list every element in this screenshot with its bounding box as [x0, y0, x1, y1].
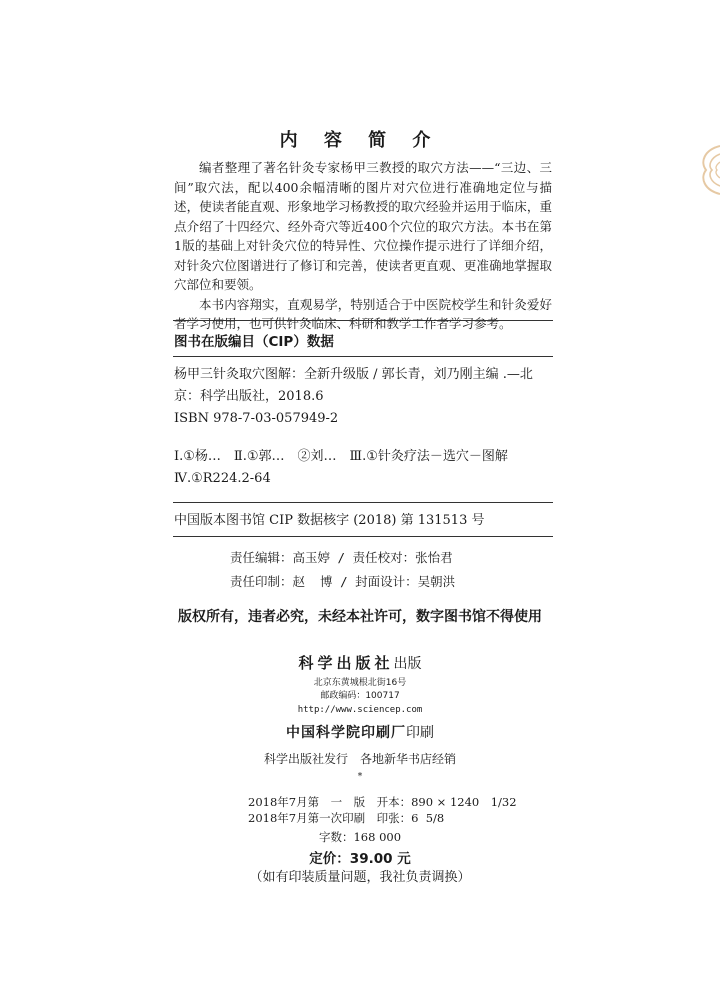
distribution-line: 科学出版社发行 各地新华书店经销: [263, 752, 456, 766]
printing-line: 2018年7月第一次印刷 印张：6 5/8: [248, 811, 445, 825]
quality-note: （如有印装质量问题，我社负责调换）: [249, 870, 471, 885]
copyright-notice: 版权所有，违者必究，未经本社许可，数字图书馆不得使用: [178, 609, 542, 625]
staff-credits: [230, 546, 455, 594]
printer-line: [0, 722, 720, 742]
cip-heading: 图书在版编目（CIP）数据: [174, 334, 334, 350]
decorative-ornament-icon: [692, 140, 720, 200]
edition-specs: [248, 794, 517, 826]
divider-line: [173, 320, 553, 321]
cip-verification: 中国版本图书馆 CIP 数据核字 (2018) 第 131513 号: [174, 513, 485, 528]
word-count: 字数：168 000: [318, 830, 402, 844]
publisher-name: 科学出版社: [298, 654, 394, 672]
divider-line: [173, 502, 553, 503]
price: 定价：39.00 元: [309, 851, 411, 867]
staff-line: 责任印制：赵 博 / 封面设计：吴朝洪: [230, 574, 456, 589]
divider-line: [173, 536, 553, 537]
intro-text: [174, 158, 552, 334]
printer-suffix: 印刷: [406, 725, 434, 741]
publisher-address: 北京东黄城根北街16号: [313, 678, 407, 688]
cip-classification: Ⅰ.①杨… Ⅱ.①郭… ②刘… Ⅲ.①针灸疗法－选穴－图解 Ⅳ.①R224.2-64: [174, 449, 521, 486]
intro-title: 内 容 简 介: [279, 130, 441, 151]
isbn: ISBN 978-7-03-057949-2: [174, 411, 339, 426]
publisher-url: http://www.sciencep.com: [297, 705, 423, 715]
edition-line: 2018年7月第 一 版 开本：890 × 1240 1/32: [248, 795, 517, 809]
cip-record-text: 杨甲三针灸取穴图解：全新升级版 / 郭长青，刘乃刚主编 .—北京：科学出版社，2018.6: [174, 367, 533, 404]
divider-line: [173, 356, 553, 357]
publisher-line: [0, 652, 720, 673]
intro-paragraph: 本书内容翔实，直观易学，特别适合于中医院校学生和针灸爱好者学习使用，也可供针灸临床、科研和教学工作者学习参考。: [174, 296, 552, 331]
staff-line: 责任编辑：高玉婷 / 责任校对：张怡君: [230, 550, 453, 565]
intro-paragraph: 编者整理了著名针灸专家杨甲三教授的取穴方法——“三边、三间”取穴法，配以400余幅清晰的图片对穴位进行准确地定位与描述，使读者能直观、形象地学习杨教授的取穴经验并运用于临床，重点介绍了十四经穴、经外奇穴等近400个穴位的取穴方法。本书在第1版的基础上对针灸穴位的特异性、穴位操作提示进行了详细介绍，对针灸穴位图谱进行了修订和完善，使读者更直观、更准确地掌握取穴部位和要领。: [174, 160, 552, 292]
divider-star: *: [357, 772, 363, 782]
publisher-postcode: 邮政编码：100717: [320, 691, 400, 701]
publisher-suffix: 出版: [393, 656, 422, 672]
cip-record: [174, 364, 552, 430]
printer-name: 中国科学院印刷厂: [286, 725, 406, 741]
